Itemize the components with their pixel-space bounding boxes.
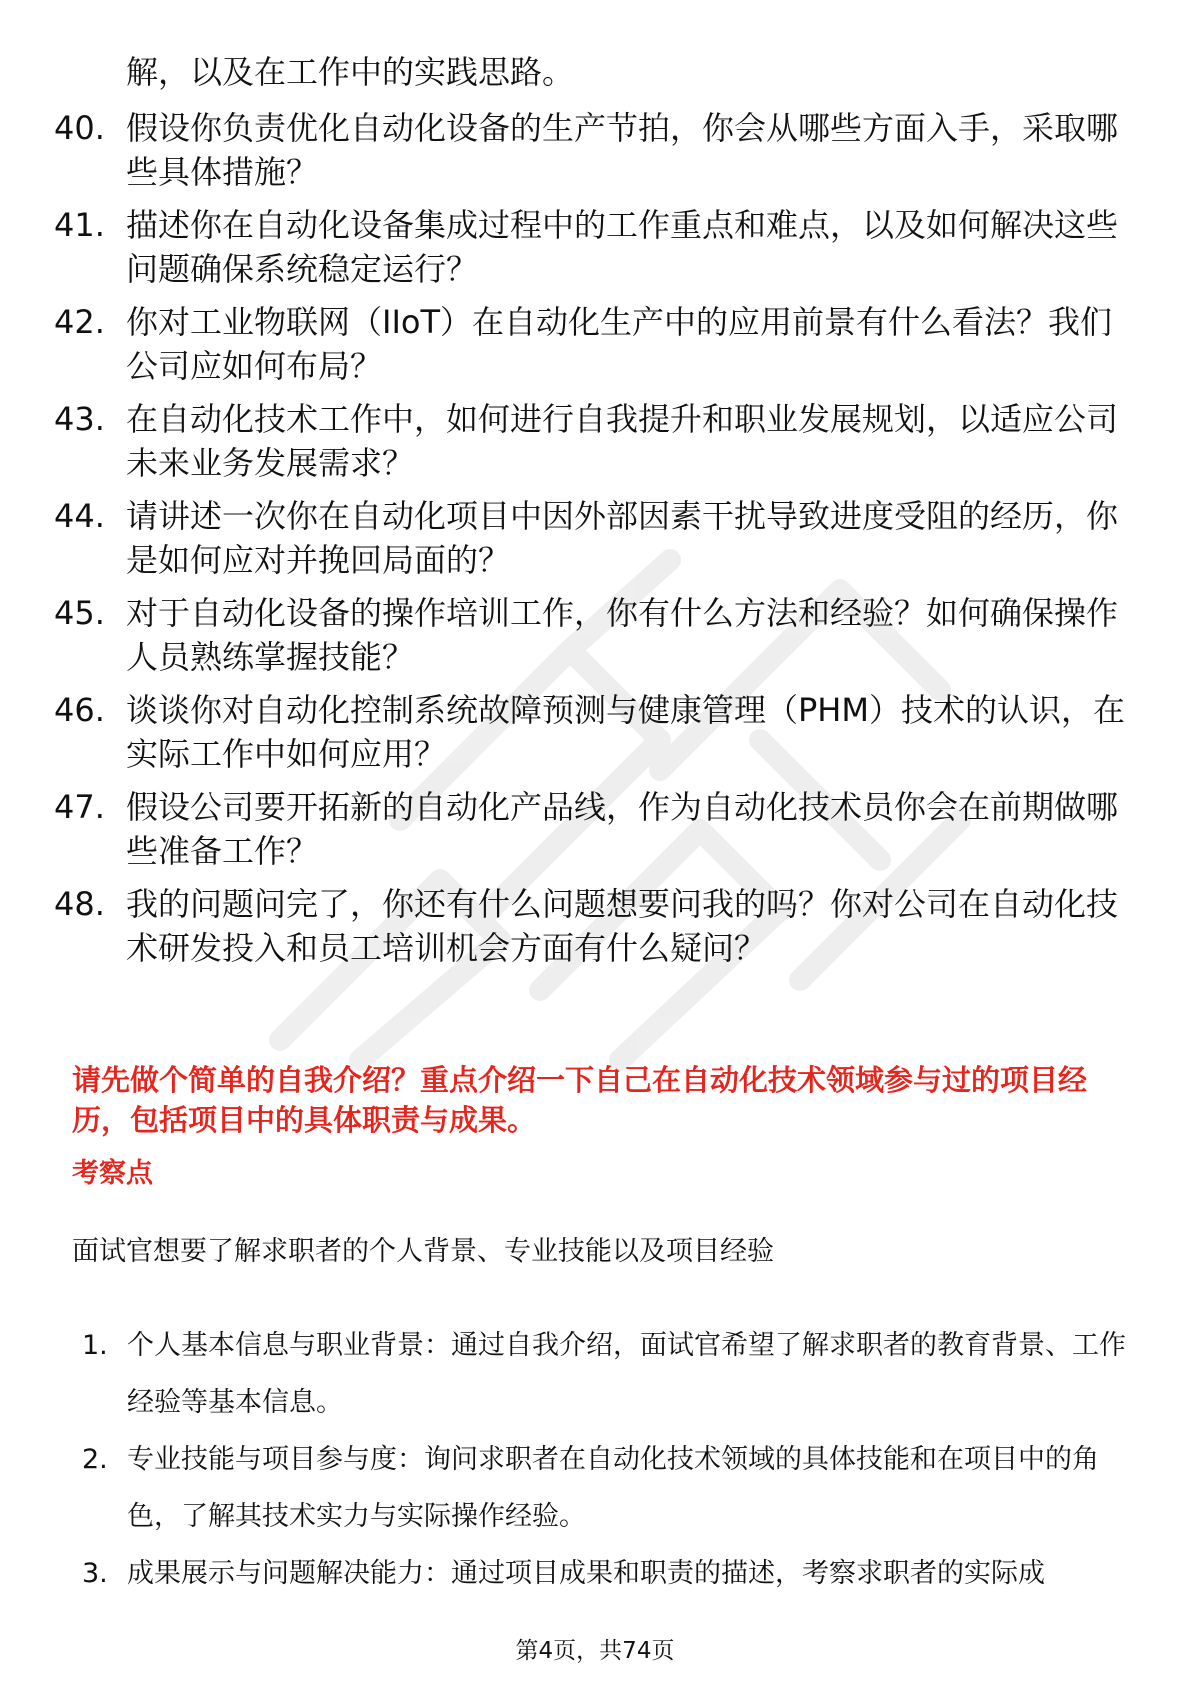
question-text: 在自动化技术工作中，如何进行自我提升和职业发展规划，以适应公司未来业务发展需求？ (126, 400, 1119, 482)
list-item-number: 2. (82, 1444, 108, 1475)
question-item (54, 203, 1134, 291)
focus-points-heading: 考察点 (72, 1158, 153, 1189)
question-number: 46. (54, 691, 105, 729)
question-text: 谈谈你对自动化控制系统故障预测与健康管理（PHM）技术的认识，在实际工作中如何应用？ (126, 691, 1125, 773)
question-text: 描述你在自动化设备集成过程中的工作重点和难点，以及如何解决这些问题确保系统稳定运行？ (126, 206, 1119, 288)
question-item (54, 591, 1134, 679)
question-text: 你对工业物联网（IIoT）在自动化生产中的应用前景有什么看法？我们公司应如何布局？ (126, 303, 1113, 385)
question-text: 假设你负责优化自动化设备的生产节拍，你会从哪些方面入手，采取哪些具体措施？ (126, 109, 1119, 191)
list-item-text: 个人基本信息与职业背景：通过自我介绍，面试官希望了解求职者的教育背景、工作经验等基本信息。 (127, 1330, 1126, 1418)
question-item (54, 494, 1134, 582)
question-item (54, 785, 1134, 873)
question-item (54, 397, 1134, 485)
question-item (54, 688, 1134, 776)
question-item (54, 106, 1134, 194)
question-number: 42. (54, 303, 105, 341)
question-number: 47. (54, 788, 105, 826)
question-number: 43. (54, 400, 105, 438)
question-title: 请先做个简单的自我介绍？重点介绍一下自己在自动化技术领域参与过的项目经历，包括项目中的具体职责与成果。 (72, 1063, 1088, 1137)
list-item (82, 1545, 1132, 1602)
question-number: 41. (54, 206, 105, 244)
question-number: 48. (54, 885, 105, 923)
question-item (54, 882, 1134, 970)
question-item (54, 300, 1134, 388)
list-item (82, 1317, 1132, 1431)
list-item-number: 3. (82, 1558, 108, 1589)
list-item-text: 专业技能与项目参与度：询问求职者在自动化技术领域的具体技能和在项目中的角色，了解其技术实力与实际操作经验。 (127, 1444, 1099, 1532)
list-item (82, 1431, 1132, 1545)
continued-question-text: 解，以及在工作中的实践思路。 (126, 53, 575, 91)
question-number: 40. (54, 109, 105, 147)
intro-paragraph: 面试官想要了解求职者的个人背景、专业技能以及项目经验 (72, 1236, 774, 1267)
list-item-text: 成果展示与问题解决能力：通过项目成果和职责的描述，考察求职者的实际成 (127, 1558, 1045, 1589)
question-text: 请讲述一次你在自动化项目中因外部因素干扰导致进度受阻的经历，你是如何应对并挽回局面的？ (126, 497, 1119, 579)
question-number: 44. (54, 497, 105, 535)
page-footer: 第4页，共74页 (515, 1638, 675, 1664)
list-item-number: 1. (82, 1330, 108, 1361)
question-number: 45. (54, 594, 105, 632)
question-text: 假设公司要开拓新的自动化产品线，作为自动化技术员你会在前期做哪些准备工作？ (126, 788, 1119, 870)
question-text: 我的问题问完了，你还有什么问题想要问我的吗？你对公司在自动化技术研发投入和员工培训机会方面有什么疑问？ (126, 885, 1119, 967)
question-text: 对于自动化设备的操作培训工作，你有什么方法和经验？如何确保操作人员熟练掌握技能？ (126, 594, 1119, 676)
